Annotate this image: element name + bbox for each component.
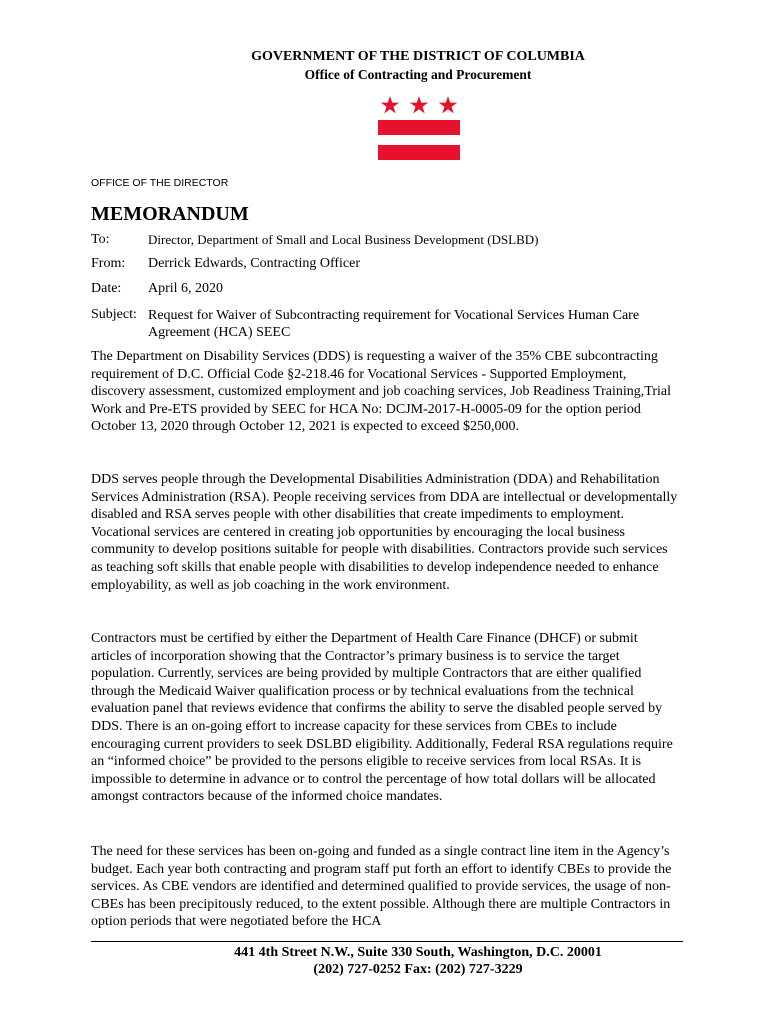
subject-label: Subject: bbox=[91, 307, 137, 322]
footer-divider bbox=[91, 941, 683, 942]
agency-heading: GOVERNMENT OF THE DISTRICT OF COLUMBIA bbox=[251, 49, 585, 64]
to-label: To: bbox=[91, 232, 110, 247]
star-left bbox=[381, 96, 399, 113]
footer-address: 441 4th Street N.W., Suite 330 South, Washington, D.C. 20001 bbox=[234, 945, 602, 960]
footer-phone: (202) 727-0252 Fax: (202) 727-3229 bbox=[313, 962, 523, 977]
bar-top bbox=[378, 120, 460, 135]
memo-title: MEMORANDUM bbox=[91, 203, 249, 225]
to-value: Director, Department of Small and Local Business Development (DSLBD) bbox=[148, 232, 539, 247]
paragraph-1: The Department on Disability Services (DDS) is requesting a waiver of the 35% CBE subcontracting requirement of D.C. Official Code §2-218.46 for Vocational Services - Supported Employment, discovery assessment, customized employment and job coaching services, Job Readiness Training,Trial Work and Pre-ETS provided by SEEC for HCA No: DCJM-2017-H-0005-09 for the option period October 13, 2020 through October 12, 2021 is expected to exceed $250,000. bbox=[91, 349, 672, 435]
star-center bbox=[410, 96, 428, 113]
bar-bottom bbox=[378, 145, 460, 160]
from-label: From: bbox=[91, 256, 126, 271]
paragraph-3: Contractors must be certified by either the Department of Health Care Finance (DHCF) or submit articles of incorporation showing that the Contractor’s primary business is to service the target population. Currently, services are being provided by multiple Contractors that are either qualified through the Medicaid Waiver qualification process or by technical evaluations from the technical evaluation panel that reviews evidence that confirms the ability to serve the disabled people served by DDS. There is an on-going effort to increase capacity for these services from CBEs to include encouraging current providers to seek DSLBD eligibility. Additionally, Federal RSA regulations require an “informed choice” be provided to the persons eligible to receive services from local RSAs. It is impossible to determine in advance or to control the percentage of how total dollars will be allocated amongst contractors because of the informed choice mandates. bbox=[91, 631, 673, 805]
paragraph-4: The need for these services has been on-going and funded as a single contract line item in the Agency’s budget. Each year both contracting and program staff put forth an effort to identify CBEs to provide the services. As CBE vendors are identified and determined qualified to provide services, the usage of non-CBEs has been precipitously reduced, to the extent possible. Although there are multiple Contractors in option periods that were negotiated before the HCA bbox=[91, 844, 672, 930]
star-right bbox=[439, 96, 457, 113]
office-of-director: OFFICE OF THE DIRECTOR bbox=[91, 177, 229, 189]
date-value: April 6, 2020 bbox=[148, 281, 224, 296]
paragraph-2: DDS serves people through the Developmental Disabilities Administration (DDA) and Rehabilitation Services Administration (RSA). People receiving services from DDA are intellectual or developmentally disabled and RSA serves people with other disabilities that create impediments to employment. Vocational services are centered in creating job opportunities by encouraging the local business community to develop positions suitable for people with disabilities. Contractors provide such services as teaching soft skills that enable people with disabilities to develop independence needed to enhance employability, as well as job coaching in the work environment. bbox=[91, 472, 678, 593]
dc-flag-icon bbox=[378, 94, 460, 160]
from-value: Derrick Edwards, Contracting Officer bbox=[148, 256, 360, 271]
office-heading: Office of Contracting and Procurement bbox=[304, 67, 532, 82]
date-label: Date: bbox=[91, 281, 122, 296]
subject-value: Request for Waiver of Subcontracting requirement for Vocational Services Human Care Agreement (HCA) SEEC bbox=[148, 308, 640, 340]
